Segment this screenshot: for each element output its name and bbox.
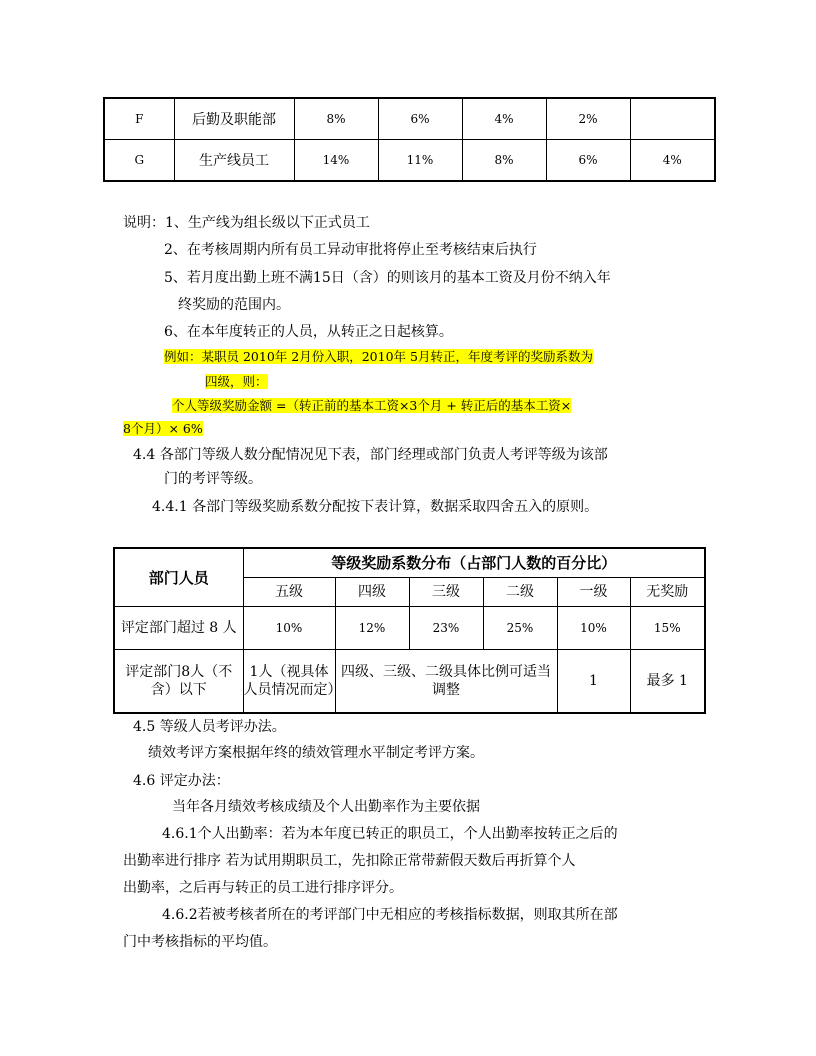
note-line-2: 2、在考核周期内所有员工异动审批将停止至考核结束后执行 <box>164 242 537 258</box>
example-line-2 <box>205 371 268 393</box>
grade-header: 无奖励 <box>630 578 705 607</box>
section-4-6-body: 当年各月绩效考核成绩及个人出勤率作为主要依据 <box>172 799 480 815</box>
section-4-5: 4.5 等级人员考评办法。 <box>133 719 286 735</box>
note-line-5: 5、若月度出勤上班不满15日（含）的则该月的基本工资及月份不纳入年 <box>164 270 611 286</box>
value-cell: 25% <box>483 607 557 650</box>
grade-cell: F <box>104 98 174 140</box>
value-cell: 1 <box>557 650 630 714</box>
example-formula: 个人等级奖励金额 =（转正前的基本工资×3个月 + 转正后的基本工资× <box>172 398 572 413</box>
note-line-1: 说明：1、生产线为组长级以下正式员工 <box>123 215 370 231</box>
section-4-6-1-cont: 出勤率进行排序 若为试用期职员工，先扣除正常带薪假天数后再折算个人 <box>123 853 576 869</box>
value-cell: 15% <box>630 607 705 650</box>
table-title: 等级奖励系数分布（占部门人数的百分比） <box>243 548 705 578</box>
example-line-4 <box>123 418 203 440</box>
section-4-6-2-cont: 门中考核指标的平均值。 <box>123 934 277 950</box>
section-4-4-cont: 门的考评等级。 <box>164 471 262 487</box>
merged-note-cell: 四级、三级、二级具体比例可适当调整 <box>335 650 557 714</box>
example-formula: 8个月）× 6% <box>123 421 203 436</box>
example-text: 例如：某职员 2010年 2月份入职，2010年 5月转正，年度考评的奖励系数为 <box>164 349 593 364</box>
section-4-4: 4.4 各部门等级人数分配情况见下表，部门经理或部门负责人考评等级为该部 <box>133 447 608 463</box>
grade-coefficient-table-top <box>103 97 716 182</box>
value-cell: 4% <box>462 98 546 140</box>
value-cell: 11% <box>378 140 462 182</box>
note-line-5-cont: 终奖励的范围内。 <box>178 297 290 313</box>
value-cell: 1人（视具体人员情况而定） <box>243 650 335 714</box>
value-cell: 10% <box>557 607 630 650</box>
grade-header: 五级 <box>243 578 335 607</box>
note-line-6: 6、在本年度转正的人员，从转正之日起核算。 <box>164 324 453 340</box>
grade-header: 二级 <box>483 578 557 607</box>
grade-header: 四级 <box>335 578 409 607</box>
row-label: 评定部门超过 8 人 <box>114 607 243 650</box>
grade-distribution-table <box>113 547 706 714</box>
dept-cell: 后勤及职能部 <box>174 98 294 140</box>
value-cell: 4% <box>630 140 715 182</box>
row-label: 评定部门8人（不含）以下 <box>114 650 243 714</box>
value-cell: 2% <box>546 98 630 140</box>
grade-cell: G <box>104 140 174 182</box>
value-cell: 23% <box>409 607 483 650</box>
section-4-6-1: 4.6.1个人出勤率：若为本年度已转正的职员工，个人出勤率按转正之后的 <box>162 826 618 842</box>
section-4-6: 4.6 评定办法： <box>133 773 230 789</box>
section-4-4-1: 4.4.1 各部门等级奖励系数分配按下表计算，数据采取四舍五入的原则。 <box>152 499 599 515</box>
value-cell: 12% <box>335 607 409 650</box>
column-header-dept: 部门人员 <box>114 548 243 607</box>
value-cell: 6% <box>378 98 462 140</box>
dept-cell: 生产线员工 <box>174 140 294 182</box>
table-row <box>104 140 715 182</box>
value-cell: 8% <box>294 98 378 140</box>
section-4-6-2: 4.6.2若被考核者所在的考评部门中无相应的考核指标数据，则取其所在部 <box>162 907 618 923</box>
value-cell: 14% <box>294 140 378 182</box>
value-cell: 6% <box>546 140 630 182</box>
value-cell: 8% <box>462 140 546 182</box>
section-4-6-1-cont: 出勤率，之后再与转正的员工进行排序评分。 <box>123 880 403 896</box>
section-4-5-body: 绩效考评方案根据年终的绩效管理水平制定考评方案。 <box>148 745 484 761</box>
grade-header: 三级 <box>409 578 483 607</box>
example-line-1 <box>164 346 593 368</box>
table-row <box>114 650 705 714</box>
example-text: 四级，则： <box>205 374 268 389</box>
value-cell: 10% <box>243 607 335 650</box>
grade-header: 一级 <box>557 578 630 607</box>
example-line-3 <box>172 395 571 417</box>
table-row <box>114 607 705 650</box>
table-header-row <box>114 548 705 578</box>
table-row <box>104 98 715 140</box>
value-cell: 最多 1 <box>630 650 705 714</box>
value-cell <box>630 98 715 140</box>
